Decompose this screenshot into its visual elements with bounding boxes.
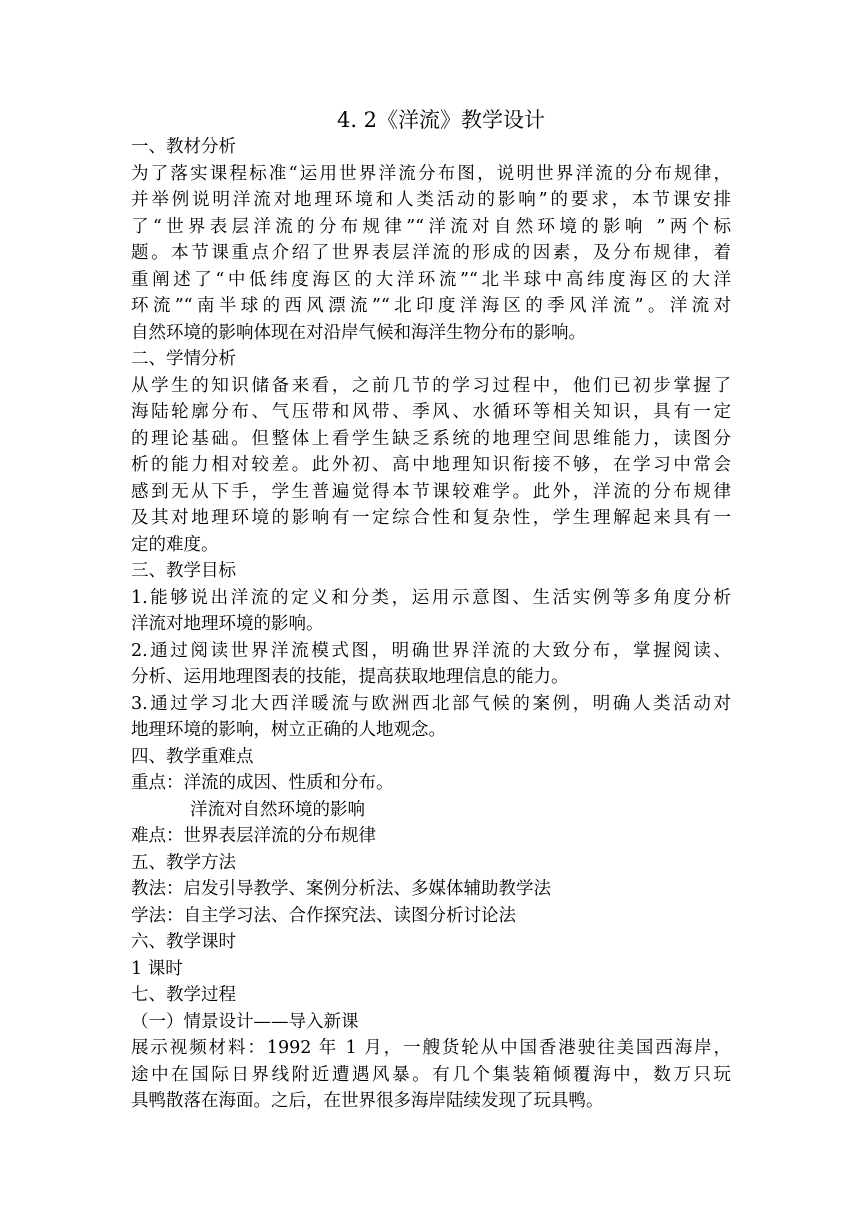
section-heading: 六、教学课时	[131, 932, 236, 952]
paragraph-line: 感到无从下手，学生普遍觉得本节课较难学。此外，洋流的分布规律	[131, 481, 731, 502]
paragraph-line: 题。本节课重点介绍了世界表层洋流的形成的因素，及分布规律，着	[131, 243, 731, 263]
paragraph-line: 从学生的知识储备来看，之前几节的学习过程中，他们已初步掌握了	[131, 375, 731, 396]
subsection-heading: （一）情景设计——导入新课	[131, 1011, 359, 1032]
paragraph-line: 析的能力相对较差。此外初、高中地理知识衔接不够，在学习中常会	[131, 455, 731, 475]
section-class-hours	[131, 929, 731, 982]
section-teaching-process	[131, 982, 731, 1115]
objective-line: 洋流对地理环境的影响。	[131, 614, 324, 634]
paragraph-line: 海陆轮廓分布、气压带和风带、季风、水循环等相关知识，具有一定	[131, 402, 731, 422]
paragraph-line: 的理论基础。但整体上看学生缺乏系统的地理空间思维能力，读图分	[131, 428, 731, 449]
objective-line: 地理环境的影响，树立正确的人地观念。	[131, 720, 446, 740]
document-title: 4. 2《洋流》教学设计	[336, 108, 546, 132]
difficult-point-line: 难点：世界表层洋流的分布规律	[131, 826, 376, 846]
paragraph-line: 定的难度。	[131, 534, 219, 555]
paragraph-line: 环流”“南半球的西风漂流”“北印度洋海区的季风洋流”。洋流对	[131, 296, 731, 316]
section-heading: 五、教学方法	[131, 852, 236, 873]
method-line: 学法：自主学习法、合作探究法、读图分析讨论法	[131, 905, 516, 926]
class-hours-line: 1 课时	[131, 958, 183, 979]
paragraph-line: 途中在国际日界线附近遭遇风暴。有几个集装箱倾覆海中，数万只玩	[131, 1064, 731, 1085]
section-teaching-objectives	[131, 558, 731, 744]
paragraph-line: 为了落实课程标准“运用世界洋流分布图，说明世界洋流的分布规律，	[131, 163, 731, 184]
section-heading: 二、学情分析	[131, 349, 236, 369]
section-key-points	[131, 744, 731, 850]
objective-line: 2.通过阅读世界洋流模式图，明确世界洋流的大致分布，掌握阅读、	[131, 640, 731, 661]
section-student-analysis	[131, 346, 731, 558]
objective-line: 1.能够说出洋流的定义和分类，运用示意图、生活实例等多角度分析	[131, 587, 731, 608]
paragraph-line: 重阐述了“中低纬度海区的大洋环流”“北半球中高纬度海区的大洋	[131, 269, 731, 290]
section-heading: 三、教学目标	[131, 561, 236, 581]
section-heading: 四、教学重难点	[131, 746, 254, 767]
paragraph-line: 及其对地理环境的影响有一定综合性和复杂性，学生理解起来具有一	[131, 508, 731, 528]
section-heading: 七、教学过程	[131, 985, 236, 1005]
objective-line: 3.通过学习北大西洋暖流与欧洲西北部气候的案例，明确人类活动对	[131, 693, 731, 714]
section-heading: 一、教材分析	[131, 137, 236, 157]
method-line: 教法：启发引导教学、案例分析法、多媒体辅助教学法	[131, 879, 551, 899]
paragraph-line: 了“世界表层洋流的分布规律”“洋流对自然环境的影响 ”两个标	[131, 216, 731, 237]
objective-line: 分析、运用地理图表的技能，提高获取地理信息的能力。	[131, 667, 569, 687]
section-teaching-methods	[131, 850, 731, 930]
paragraph-line: 展示视频材料：1992 年 1 月，一艘货轮从中国香港驶往美国西海岸，	[131, 1038, 731, 1058]
key-point-line: 洋流对自然环境的影响	[190, 799, 365, 820]
paragraph-line: 并举例说明洋流对地理环境和人类活动的影响”的要求，本节课安排	[131, 190, 731, 210]
key-point-line: 重点：洋流的成因、性质和分布。	[131, 773, 394, 793]
paragraph-line: 具鸭散落在海面。之后，在世界很多海岸陆续发现了玩具鸭。	[131, 1091, 604, 1111]
paragraph-line: 自然环境的影响体现在对沿岸气候和海洋生物分布的影响。	[131, 322, 586, 343]
section-textbook-analysis	[131, 134, 731, 346]
document-page	[131, 106, 731, 1115]
